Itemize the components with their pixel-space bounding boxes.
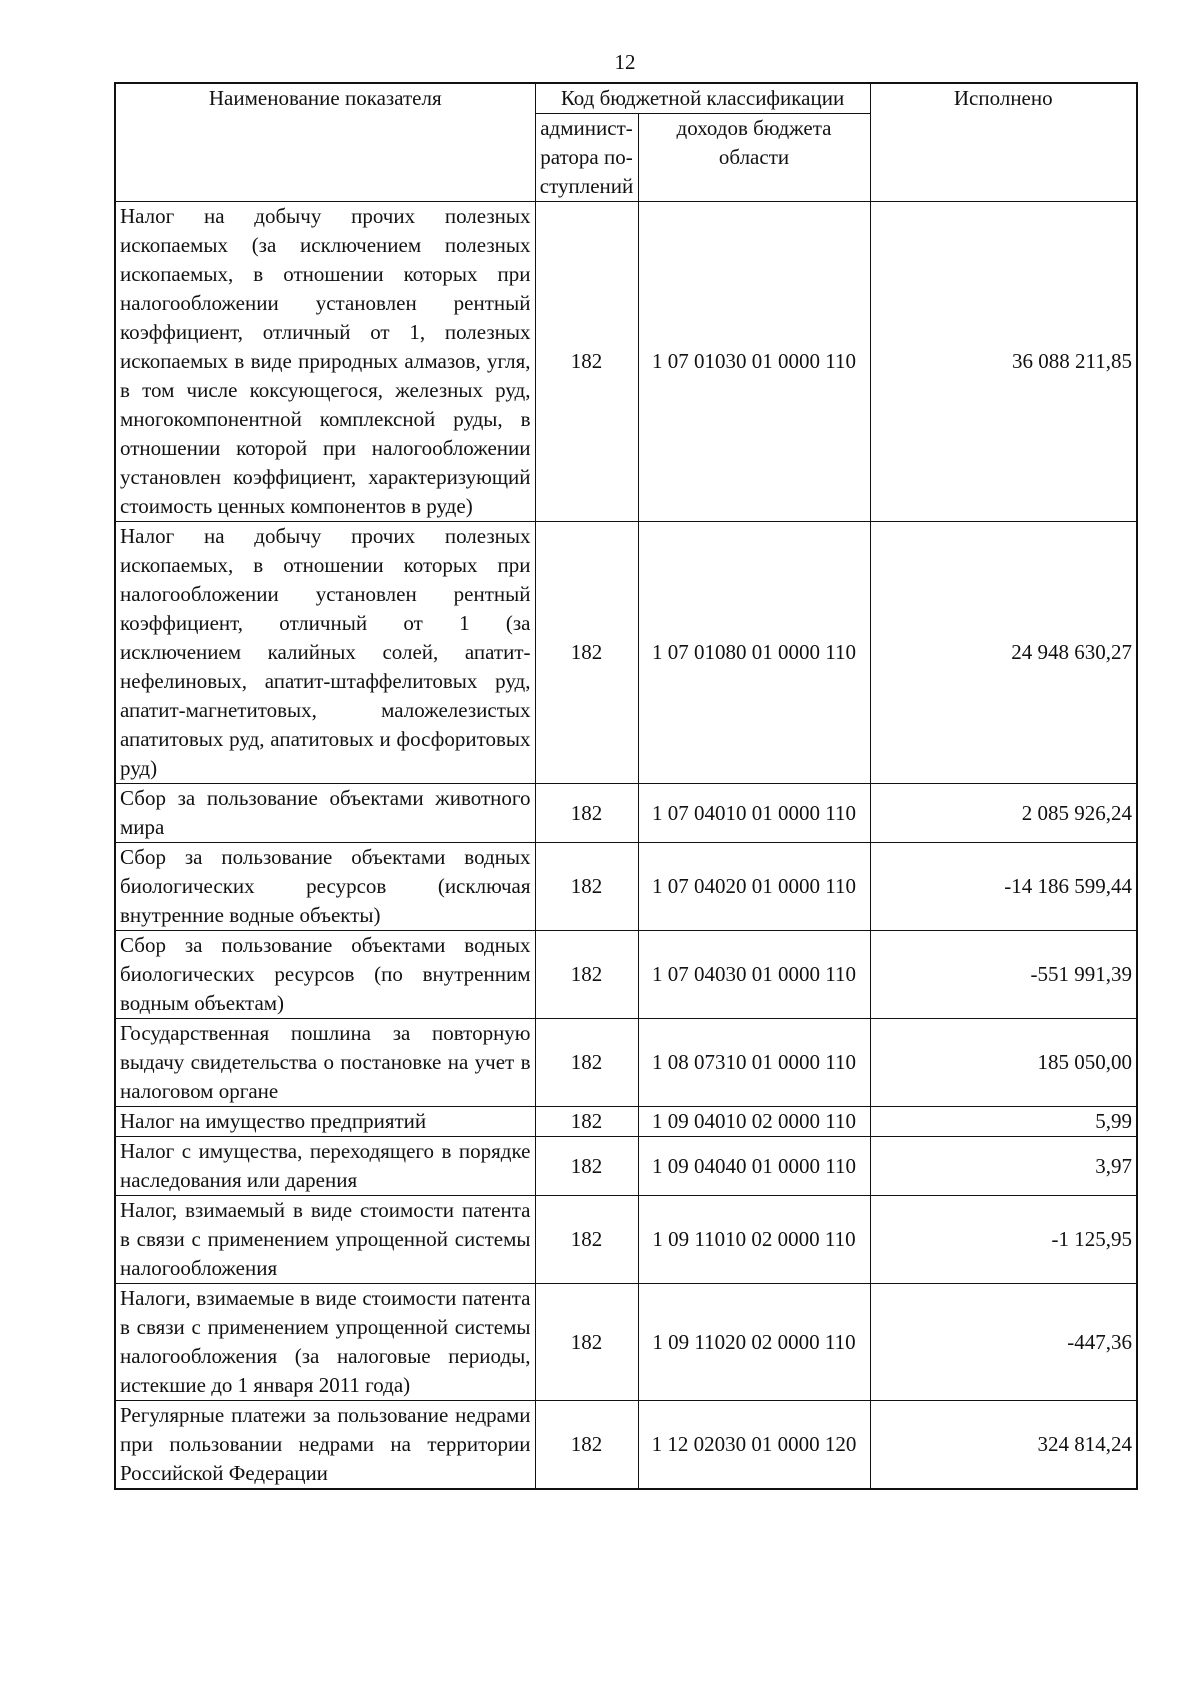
executed-amount: -14 186 599,44 xyxy=(870,843,1137,931)
table-row xyxy=(115,1137,1137,1196)
income-code: 1 07 04030 01 0000 110 xyxy=(638,931,870,1019)
header-income: доходов бюджета области xyxy=(638,114,870,202)
table-row xyxy=(115,843,1137,931)
indicator-name: Сбор за пользование объектами животного мира xyxy=(115,784,535,843)
executed-amount: 3,97 xyxy=(870,1137,1137,1196)
income-code: 1 09 11010 02 0000 110 xyxy=(638,1196,870,1284)
income-code: 1 09 04010 02 0000 110 xyxy=(638,1107,870,1137)
income-code: 1 09 04040 01 0000 110 xyxy=(638,1137,870,1196)
table-row xyxy=(115,1401,1137,1490)
executed-amount: -551 991,39 xyxy=(870,931,1137,1019)
admin-code: 182 xyxy=(535,1107,638,1137)
admin-code: 182 xyxy=(535,1137,638,1196)
admin-code: 182 xyxy=(535,784,638,843)
table-row xyxy=(115,202,1137,522)
table-row xyxy=(115,931,1137,1019)
admin-code: 182 xyxy=(535,1401,638,1490)
admin-code: 182 xyxy=(535,1196,638,1284)
table-row xyxy=(115,522,1137,784)
admin-code: 182 xyxy=(535,931,638,1019)
indicator-name: Государственная пошлина за повторную выдачу свидетельства о постановке на учет в налоговом органе xyxy=(115,1019,535,1107)
executed-amount: 185 050,00 xyxy=(870,1019,1137,1107)
indicator-name: Налог с имущества, переходящего в порядке наследования или дарения xyxy=(115,1137,535,1196)
header-row xyxy=(115,83,1137,114)
table-row xyxy=(115,1107,1137,1137)
executed-amount: 2 085 926,24 xyxy=(870,784,1137,843)
header-classification: Код бюджетной классификации xyxy=(535,83,870,114)
indicator-name: Сбор за пользование объектами водных биологических ресурсов (исключая внутренние водные объекты) xyxy=(115,843,535,931)
admin-code: 182 xyxy=(535,843,638,931)
executed-amount: -447,36 xyxy=(870,1284,1137,1401)
admin-code: 182 xyxy=(535,1019,638,1107)
table-body xyxy=(115,202,1137,1490)
header-admin: админист-ратора по-ступлений xyxy=(535,114,638,202)
income-code: 1 07 04010 01 0000 110 xyxy=(638,784,870,843)
table-row xyxy=(115,1284,1137,1401)
table-row xyxy=(115,1196,1137,1284)
indicator-name: Налоги, взимаемые в виде стоимости патента в связи с применением упрощенной системы налогообложения (за налоговые периоды, истекшие до 1 января 2011 года) xyxy=(115,1284,535,1401)
page-number: 12 xyxy=(614,50,636,74)
indicator-name: Налог на имущество предприятий xyxy=(115,1107,535,1137)
table-row xyxy=(115,784,1137,843)
income-code: 1 07 01080 01 0000 110 xyxy=(638,522,870,784)
table-row xyxy=(115,1019,1137,1107)
executed-amount: 324 814,24 xyxy=(870,1401,1137,1490)
indicator-name: Сбор за пользование объектами водных биологических ресурсов (по внутренним водным объектам) xyxy=(115,931,535,1019)
budget-table xyxy=(114,82,1138,1490)
income-code: 1 07 04020 01 0000 110 xyxy=(638,843,870,931)
admin-code: 182 xyxy=(535,1284,638,1401)
income-code: 1 12 02030 01 0000 120 xyxy=(638,1401,870,1490)
executed-amount: 5,99 xyxy=(870,1107,1137,1137)
indicator-name: Налог, взимаемый в виде стоимости патента в связи с применением упрощенной системы налогообложения xyxy=(115,1196,535,1284)
indicator-name: Налог на добычу прочих полезных ископаемых (за исключением полезных ископаемых, в отношении которых при налогообложении установлен рентный коэффициент, отличный от 1, полезных ископаемых в виде природных алмазов, угля, в том числе коксующегося, железных руд, многокомпонентной комплексной руды, в отношении которой при налогообложении установлен коэффициент, характеризующий стоимость ценных компонентов в руде) xyxy=(115,202,535,522)
admin-code: 182 xyxy=(535,522,638,784)
income-code: 1 07 01030 01 0000 110 xyxy=(638,202,870,522)
executed-amount: 36 088 211,85 xyxy=(870,202,1137,522)
header-executed: Исполнено xyxy=(870,83,1137,202)
income-code: 1 08 07310 01 0000 110 xyxy=(638,1019,870,1107)
executed-amount: -1 125,95 xyxy=(870,1196,1137,1284)
indicator-name: Налог на добычу прочих полезных ископаемых, в отношении которых при налогообложении установлен рентный коэффициент, отличный от 1 (за исключением калийных солей, апатит-нефелиновых, апатит-штаффелитовых руд, апатит-магнетитовых, маложелезистых апатитовых руд, апатитовых и фосфоритовых руд) xyxy=(115,522,535,784)
income-code: 1 09 11020 02 0000 110 xyxy=(638,1284,870,1401)
header-name: Наименование показателя xyxy=(115,83,535,202)
admin-code: 182 xyxy=(535,202,638,522)
indicator-name: Регулярные платежи за пользование недрами при пользовании недрами на территории Российской Федерации xyxy=(115,1401,535,1490)
executed-amount: 24 948 630,27 xyxy=(870,522,1137,784)
